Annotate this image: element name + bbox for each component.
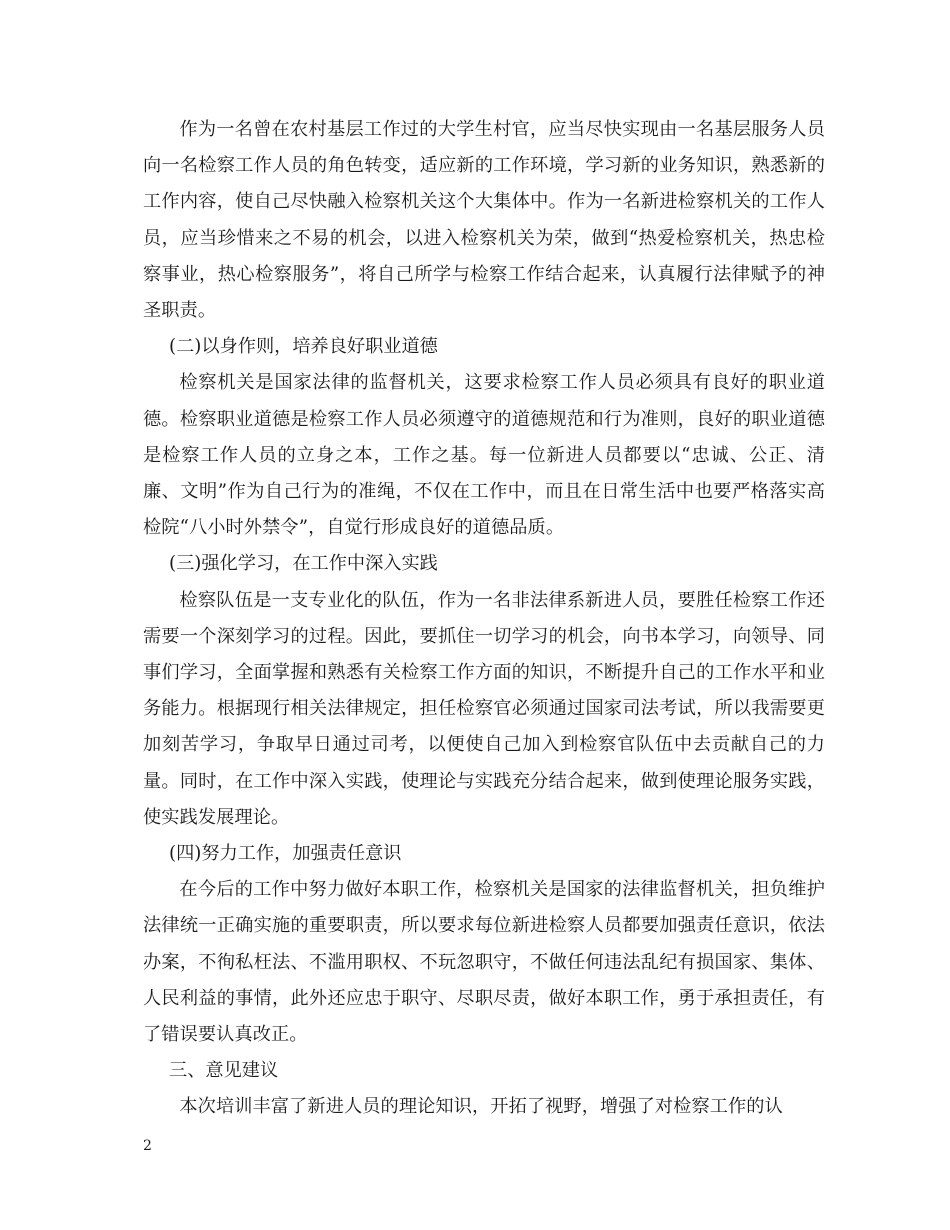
paragraph-strengthen-learning: 检察队伍是一支专业化的队伍，作为一名非法律系新进人员，要胜任检察工作还需要一个深刻学习的过程。因此，要抓住一切学习的机会，向书本学习，向领导、同事们学习，全面掌握和熟悉有关检察工作方面的知识，不断提升自己的工作水平和业务能力。根据现行相关法律规定，担任检察官必须通过国家司法考试，所以我需要更加刻苦学习，争取早日通过司考，以便使自己加入到检察官队伍中去贡献自己的力量。同时，在工作中深入实践，使理论与实践充分结合起来，做到使理论服务实践，使实践发展理论。 xyxy=(143,589,825,828)
page-number: 2 xyxy=(143,1138,152,1154)
paragraph-role-transition: 作为一名曾在农村基层工作过的大学生村官，应当尽快实现由一名基层服务人员向一名检察工作人员的角色转变，适应新的工作环境，学习新的业务知识，熟悉新的工作内容，使自己尽快融入检察机关这个大集体中。作为一名新进检察机关的工作人员，应当珍惜来之不易的机会，以进入检察机关为荣，做到“热爱检察机关，热忠检察事业，热心检察服务”，将自己所学与检察工作结合起来，认真履行法律赋予的神圣职责。 xyxy=(143,119,825,322)
section-heading-strengthen-learning: (三)强化学习，在工作中深入实践 xyxy=(169,553,438,575)
paragraph-suggestions: 本次培训丰富了新进人员的理论知识，开拓了视野，增强了对检察工作的认 xyxy=(179,1096,783,1118)
section-heading-professional-ethics: (二)以身作则，培养良好职业道德 xyxy=(169,336,438,358)
paragraph-professional-ethics: 检察机关是国家法律的监督机关，这要求检察工作人员必须具有良好的职业道德。检察职业道德是检察工作人员必须遵守的道德规范和行为准则，良好的职业道德是检察工作人员的立身之本，工作之基。每一位新进人员都要以“忠诚、公正、清廉、文明”作为自己行为的准绳，不仅在工作中，而且在日常生活中也要严格落实高检院“八小时外禁令”，自觉行形成良好的道德品质。 xyxy=(143,372,825,539)
paragraph-responsibility: 在今后的工作中努力做好本职工作，检察机关是国家的法律监督机关，担负维护法律统一正确实施的重要职责，所以要求每位新进检察人员都要加强责任意识，依法办案，不徇私枉法、不滥用职权、不玩忽职守，不做任何违法乱纪有损国家、集体、人民利益的事情，此外还应忠于职守、尽职尽责，做好本职工作，勇于承担责任，有了错误要认真改正。 xyxy=(143,879,825,1046)
section-heading-responsibility: (四)努力工作，加强责任意识 xyxy=(169,843,402,865)
section-heading-suggestions: 三、意见建议 xyxy=(169,1060,279,1082)
document-body xyxy=(143,112,825,1126)
